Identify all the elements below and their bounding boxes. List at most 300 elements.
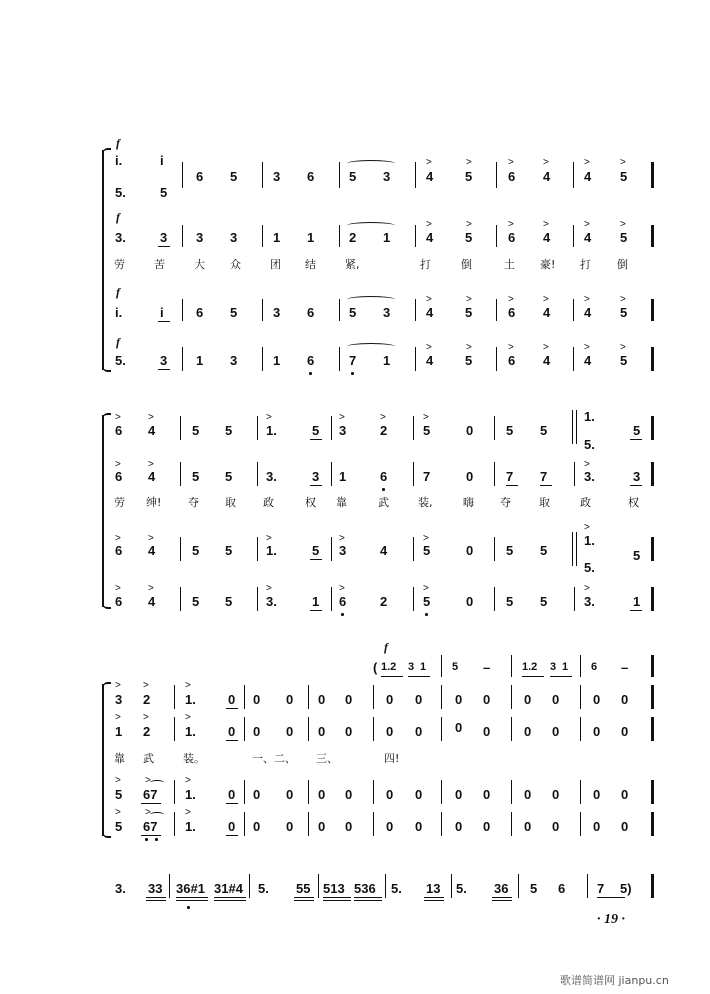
barline (576, 532, 577, 566)
note: 2 (143, 724, 151, 739)
barline (180, 416, 181, 440)
underline (522, 676, 544, 677)
note: 0 (386, 724, 394, 739)
note: 6 (307, 353, 315, 368)
accent-mark: > (543, 219, 549, 230)
note: 0 (286, 692, 294, 707)
note: 0 (318, 787, 326, 802)
accent-mark: > (266, 583, 272, 594)
note: 5 (225, 469, 233, 484)
accent-mark: > (584, 522, 590, 533)
note: 3. (115, 230, 126, 245)
accent-mark: > (115, 775, 121, 786)
note: 5 (312, 543, 320, 558)
lyric: 夺 (500, 496, 511, 509)
accent-mark: > (148, 583, 154, 594)
underline (214, 897, 246, 898)
accent-mark: > (620, 157, 626, 168)
underline (597, 897, 625, 898)
note: 4 (426, 305, 434, 320)
underline (354, 900, 382, 901)
note: 1 (420, 661, 427, 673)
underline (226, 708, 238, 709)
note: 3 (339, 423, 347, 438)
note: 5 (312, 423, 320, 438)
accent-mark: > (423, 583, 429, 594)
note: 0 (621, 692, 629, 707)
underline (158, 369, 170, 370)
note: 2 (380, 594, 388, 609)
accent-mark: > (148, 533, 154, 544)
slur (347, 343, 395, 350)
note: 5. (391, 881, 402, 896)
barline (651, 462, 654, 486)
accent-mark: > (148, 412, 154, 423)
underline (226, 835, 238, 836)
note: 5 (225, 594, 233, 609)
note: 5 (349, 305, 357, 320)
accent-mark: > (584, 342, 590, 353)
slur (150, 812, 164, 817)
note: 4 (543, 169, 551, 184)
note: 3 (160, 230, 168, 245)
slur (347, 296, 395, 303)
note: 3 (196, 230, 204, 245)
system-bracket (102, 684, 104, 836)
lyric: 夺 (188, 496, 199, 509)
note: 1. (584, 533, 595, 548)
barline (262, 299, 263, 321)
note: 1.2 (381, 661, 397, 673)
note: 0 (483, 819, 491, 834)
underline (141, 803, 161, 804)
barline (174, 717, 175, 741)
note: 1 (273, 230, 281, 245)
note: 5 (225, 423, 233, 438)
note: 5. (115, 353, 126, 368)
lyric: 倒 (617, 258, 628, 271)
note: 0 (466, 469, 474, 484)
note: 5 (540, 594, 548, 609)
barline (180, 587, 181, 611)
barline (308, 685, 309, 709)
note: 1. (185, 787, 196, 802)
barline (415, 347, 416, 371)
note: 3 (383, 169, 391, 184)
dynamic-forte: f (116, 335, 120, 349)
barline (511, 685, 512, 709)
dynamic-forte: f (116, 285, 120, 299)
underline (310, 485, 322, 486)
note: 3 (230, 230, 238, 245)
barline (441, 685, 442, 709)
lyric: 四! (384, 752, 400, 765)
note: 3. (584, 469, 595, 484)
note: 3. (266, 469, 277, 484)
barline (580, 780, 581, 804)
barline (511, 655, 512, 677)
underline (630, 610, 642, 611)
underline (492, 897, 512, 898)
note: 36#1 (176, 881, 205, 896)
accent-mark: > (115, 459, 121, 470)
accent-mark: > (543, 294, 549, 305)
barline (182, 162, 183, 188)
note: 5 (225, 543, 233, 558)
barline (373, 812, 374, 836)
note: 6 (115, 469, 123, 484)
underline (176, 897, 208, 898)
note: 5 (192, 543, 200, 558)
note: 5 (192, 594, 200, 609)
accent-mark: > (543, 157, 549, 168)
barline (496, 162, 497, 188)
barline (651, 299, 654, 321)
barline (331, 537, 332, 561)
note: 0 (593, 819, 601, 834)
note: 3 (339, 543, 347, 558)
accent-mark: > (339, 533, 345, 544)
watermark: 歌谱简谱网 jianpu.cn (560, 974, 669, 987)
barline (331, 587, 332, 611)
note: – (483, 660, 491, 675)
note: 6 (591, 661, 598, 673)
note: 0 (318, 724, 326, 739)
note: 0 (593, 724, 601, 739)
note: 0 (466, 423, 474, 438)
dynamic-forte: f (116, 136, 120, 150)
note: 1. (266, 423, 277, 438)
note: 13 (426, 881, 441, 896)
note: 5 (465, 305, 473, 320)
barline (182, 299, 183, 321)
underline (540, 485, 552, 486)
note: 5. (584, 560, 595, 575)
note: 0 (286, 787, 294, 802)
note: 4 (543, 305, 551, 320)
barline (373, 717, 374, 741)
barline (651, 537, 654, 561)
note: 5 (423, 594, 431, 609)
barline (496, 299, 497, 321)
note: 3 (312, 469, 320, 484)
barline (441, 812, 442, 836)
system-bracket (102, 150, 104, 370)
note: 4 (426, 230, 434, 245)
note: 5 (620, 305, 628, 320)
note: 1 (273, 353, 281, 368)
note: 6 (508, 230, 516, 245)
accent-mark: > (426, 157, 432, 168)
barline (257, 462, 258, 486)
note: 1 (562, 661, 569, 673)
barline (511, 780, 512, 804)
note: 0 (483, 787, 491, 802)
note: 3. (266, 594, 277, 609)
note: 4 (148, 594, 156, 609)
note: 1. (185, 724, 196, 739)
note: 5 (160, 185, 168, 200)
accent-mark: > (466, 294, 472, 305)
note: 7 (540, 469, 548, 484)
barline (385, 874, 386, 898)
barline (651, 347, 654, 371)
note: 5 (506, 594, 514, 609)
note: 0 (345, 819, 353, 834)
accent-mark: > (185, 775, 191, 786)
underline (424, 897, 444, 898)
note: 6 (380, 469, 388, 484)
barline (257, 416, 258, 440)
barline (413, 462, 414, 486)
note: 0 (415, 724, 423, 739)
note: 5 (530, 881, 538, 896)
note: 6 (307, 169, 315, 184)
barline (262, 347, 263, 371)
accent-mark: > (185, 712, 191, 723)
underline (158, 246, 170, 247)
accent-mark: > (115, 807, 121, 818)
note: 0 (386, 819, 394, 834)
note: 3 (633, 469, 641, 484)
note: 1. (584, 409, 595, 424)
note: 1 (383, 230, 391, 245)
barline (318, 874, 319, 898)
note: 0 (524, 819, 532, 834)
note: 5) (620, 881, 632, 896)
barline (651, 685, 654, 709)
lyric: 三、 (316, 752, 338, 765)
barline (339, 225, 340, 247)
underline (492, 900, 512, 901)
note: 5 (192, 469, 200, 484)
accent-mark: > (620, 342, 626, 353)
lyric: 众 (230, 258, 241, 271)
note: 0 (286, 819, 294, 834)
note: 0 (415, 819, 423, 834)
barline (244, 717, 245, 741)
accent-mark: > (584, 459, 590, 470)
accent-mark: > (423, 533, 429, 544)
accent-mark: > (145, 775, 151, 786)
note: 0 (466, 543, 474, 558)
note: 5 (192, 423, 200, 438)
note: 0 (593, 692, 601, 707)
barline (573, 299, 574, 321)
note: 0 (228, 787, 236, 802)
note: – (621, 660, 629, 675)
barline (180, 537, 181, 561)
note: 5 (620, 230, 628, 245)
underline (146, 900, 166, 901)
accent-mark: > (115, 712, 121, 723)
lyric: 权 (628, 496, 639, 509)
barline (573, 162, 574, 188)
underline (310, 439, 322, 440)
note: 5 (115, 787, 123, 802)
barline (249, 874, 250, 898)
underline (310, 610, 322, 611)
note: 5 (633, 548, 641, 563)
note: 5 (465, 353, 473, 368)
note: 6 (508, 305, 516, 320)
note: 4 (584, 305, 592, 320)
note: 4 (148, 543, 156, 558)
note: 0 (386, 692, 394, 707)
accent-mark: > (466, 219, 472, 230)
underline (214, 900, 246, 901)
note: i. (115, 153, 123, 168)
note: 5 (452, 661, 459, 673)
note: 2 (349, 230, 357, 245)
barline (651, 812, 654, 836)
accent-mark: > (266, 412, 272, 423)
barline (587, 874, 588, 898)
accent-mark: > (584, 294, 590, 305)
accent-mark: > (380, 412, 386, 423)
note: 3 (383, 305, 391, 320)
lyric: 倒 (461, 258, 472, 271)
barline (651, 162, 654, 188)
barline (651, 225, 654, 247)
note: 1 (339, 469, 347, 484)
note: 4 (543, 353, 551, 368)
slur (347, 222, 395, 229)
accent-mark: > (620, 294, 626, 305)
barline (182, 225, 183, 247)
underline (226, 740, 238, 741)
barline (415, 299, 416, 321)
dynamic-forte: f (384, 640, 388, 654)
accent-mark: > (339, 583, 345, 594)
note: 6 (115, 543, 123, 558)
note: 6 (115, 423, 123, 438)
note: 5 (540, 543, 548, 558)
barline (580, 717, 581, 741)
note: 3. (115, 881, 126, 896)
note: 4 (584, 169, 592, 184)
accent-mark: > (115, 680, 121, 691)
barline (576, 410, 577, 444)
barline (573, 225, 574, 247)
note: 7 (349, 353, 357, 368)
note: 5 (620, 169, 628, 184)
note: 6 (307, 305, 315, 320)
underline (226, 803, 238, 804)
underline (408, 676, 430, 677)
note: i (160, 153, 164, 168)
note: 0 (483, 692, 491, 707)
barline (496, 347, 497, 371)
lyric: 大 (194, 258, 205, 271)
note: 0 (318, 819, 326, 834)
barline (441, 717, 442, 741)
note: 3 (230, 353, 238, 368)
system-bracket (102, 415, 104, 607)
barline (169, 874, 170, 898)
lyric: 绅! (146, 496, 162, 509)
note: 6 (196, 305, 204, 320)
barline (518, 874, 519, 898)
note: 536 (354, 881, 376, 896)
lyric: 装, (418, 496, 433, 509)
note: 5 (465, 169, 473, 184)
octave-dot (425, 613, 428, 616)
barline (339, 162, 340, 188)
note: 1 (115, 724, 123, 739)
barline (415, 162, 416, 188)
note: 513 (323, 881, 345, 896)
barline (308, 780, 309, 804)
note: 4 (543, 230, 551, 245)
accent-mark: > (543, 342, 549, 353)
barline (494, 587, 495, 611)
accent-mark: > (508, 219, 514, 230)
note: 6 (339, 594, 347, 609)
underline (424, 900, 444, 901)
note: 1 (633, 594, 641, 609)
note: 6 (115, 594, 123, 609)
note: 3 (273, 305, 281, 320)
note: 3 (115, 692, 123, 707)
lyric: 一、二、 (252, 752, 296, 765)
note: 5 (506, 423, 514, 438)
accent-mark: > (266, 533, 272, 544)
accent-mark: > (115, 412, 121, 423)
underline (354, 897, 382, 898)
barline (580, 655, 581, 677)
note: 0 (455, 787, 463, 802)
accent-mark: > (466, 157, 472, 168)
note: i. (115, 305, 123, 320)
barline (651, 587, 654, 611)
barline (651, 780, 654, 804)
barline (441, 780, 442, 804)
barline (511, 717, 512, 741)
accent-mark: > (148, 459, 154, 470)
barline (308, 812, 309, 836)
accent-mark: > (584, 157, 590, 168)
underline (506, 485, 518, 486)
note: 0 (253, 724, 261, 739)
note: 0 (345, 692, 353, 707)
barline (413, 587, 414, 611)
note: 0 (253, 692, 261, 707)
note: 7 (423, 469, 431, 484)
barline (339, 347, 340, 371)
note: 5 (115, 819, 123, 834)
note: 33 (148, 881, 163, 896)
note: 0 (228, 692, 236, 707)
note: 5. (115, 185, 126, 200)
lyric: 豪! (540, 258, 556, 271)
note: 4 (426, 169, 434, 184)
barline (580, 685, 581, 709)
accent-mark: > (426, 219, 432, 230)
lyric: 土 (504, 258, 515, 271)
note: 0 (524, 787, 532, 802)
barline (651, 874, 654, 898)
lyric: 取 (225, 496, 236, 509)
lyric: 靠 (114, 752, 125, 765)
underline (323, 897, 351, 898)
note: 4 (148, 469, 156, 484)
accent-mark: > (620, 219, 626, 230)
note: 5 (230, 169, 238, 184)
note: 1 (383, 353, 391, 368)
underline (141, 835, 161, 836)
underline (381, 676, 403, 677)
